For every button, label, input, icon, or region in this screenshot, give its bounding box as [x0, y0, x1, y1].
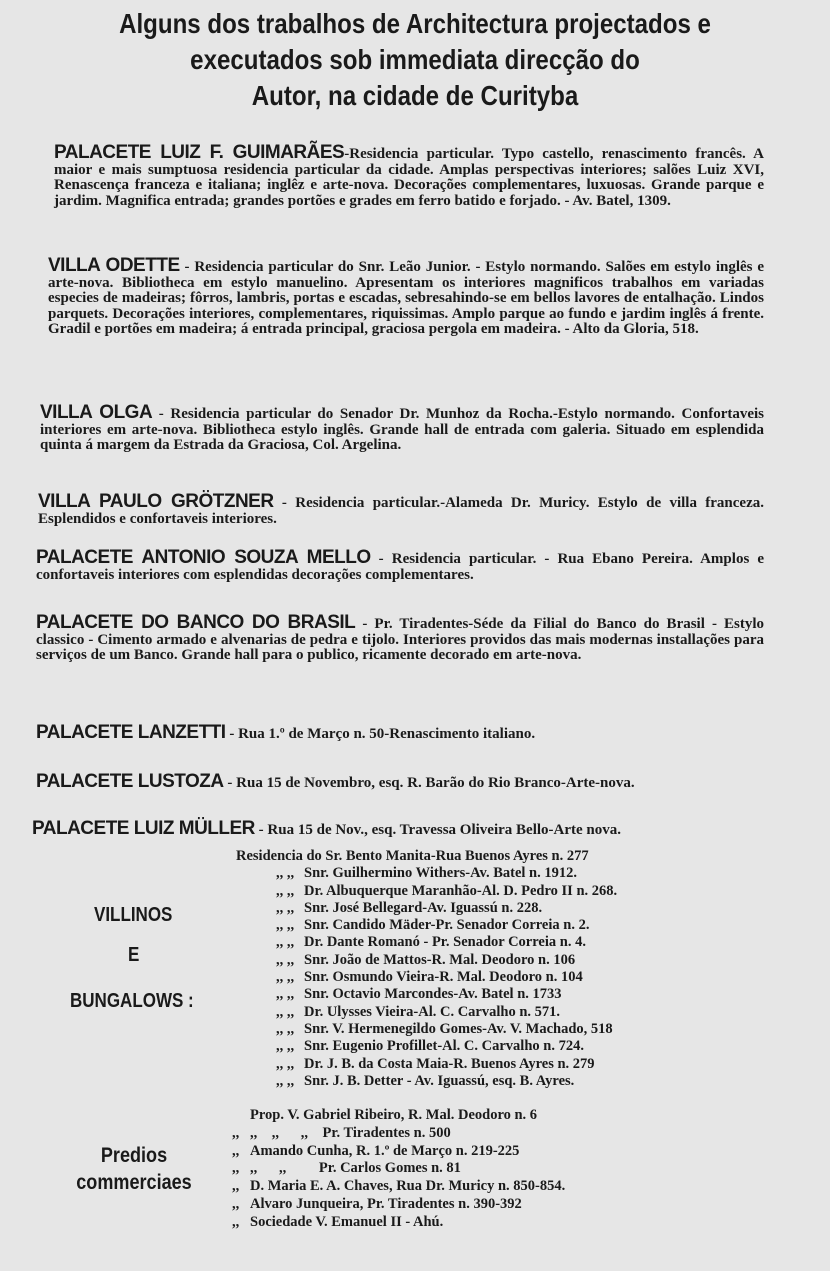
ditto-marks: ,, ,, — [276, 951, 295, 968]
entry-separator: - — [258, 822, 264, 838]
entry-separator: - — [281, 495, 287, 511]
entry-souza-mello — [36, 547, 764, 583]
entry-text: Rua 15 de Novembro, esq. R. Barão do Rio Branco-Arte-nova. — [236, 775, 635, 791]
list-item-text: Alvaro Junqueira, Pr. Tiradentes n. 390-392 — [250, 1195, 522, 1212]
entry-separator: - — [184, 259, 190, 275]
list-item — [232, 1125, 792, 1143]
list-item — [236, 1004, 796, 1021]
entry-name: PALACETE LUIZ F. GUIMARÃES — [54, 142, 345, 163]
list-item — [236, 900, 796, 917]
predios-label-line-1: Predios — [100, 1144, 168, 1167]
entry-name: PALACETE DO BANCO DO BRASIL — [36, 612, 356, 633]
list-item — [236, 865, 796, 882]
list-item — [232, 1107, 792, 1125]
predios-label — [74, 1142, 194, 1196]
list-item-text: Dr. Dante Romanó - Pr. Senador Correia n. 4. — [304, 934, 586, 951]
list-item-text: D. Maria E. A. Chaves, Rua Dr. Muricy n. 850-854. — [250, 1178, 566, 1195]
entry-separator: - — [344, 146, 350, 162]
entry-text: Rua 15 de Nov., esq. Travessa Oliveira Bello-Arte nova. — [267, 822, 622, 838]
predios-list — [232, 1107, 792, 1232]
page-title — [75, 6, 754, 114]
villinos-list — [236, 848, 796, 1090]
entry-name: PALACETE LUSTOZA — [36, 771, 224, 792]
list-item — [236, 1073, 796, 1090]
entry-banco-do-brasil — [36, 612, 765, 664]
ditto-marks: ,, — [232, 1160, 240, 1177]
list-item-text: Snr. João de Mattos-R. Mal. Deodoro n. 106 — [304, 951, 576, 968]
ditto-marks: ,, ,, — [276, 1038, 295, 1055]
entry-name: VILLA PAULO GRÖTZNER — [38, 491, 274, 512]
entry-name: VILLA OLGA — [40, 402, 153, 423]
list-item-text: Snr. Eugenio Profillet-Al. C. Carvalho n. 724. — [304, 1038, 584, 1055]
entry-text: Residencia particular. - Rua Ebano Pereira. Amplos e confortaveis interiores com esplendidas decorações complementares. — [36, 551, 764, 583]
list-item — [232, 1143, 792, 1161]
predios-label-line-2: commerciaes — [76, 1171, 192, 1194]
list-item-text: Dr. Ulysses Vieira-Al. C. Carvalho n. 571. — [304, 1003, 561, 1020]
list-item-text: Snr. J. B. Detter - Av. Iguassú, esq. B. Ayres. — [304, 1072, 575, 1089]
list-item: Residencia do Sr. Bento Manita-Rua Buenos Ayres n. 277 — [236, 848, 589, 864]
ditto-marks: ,, ,, — [276, 865, 295, 882]
entry-villa-grotzner — [38, 491, 764, 527]
list-item-text: Snr. V. Hermenegildo Gomes-Av. V. Machado, 518 — [304, 1020, 613, 1037]
list-item — [236, 883, 796, 900]
ditto-marks: ,, — [232, 1213, 240, 1230]
entry-name: PALACETE LUIZ MÜLLER — [32, 818, 255, 839]
entry-text: Pr. Tiradentes-Séde da Filial do Banco do Brasil - Estylo classico - Cimento armado e alvenarias de pedra e tijolo. Interiores providos das mais modernas installações para serviços de um Banco. Grande hall para o publico, ricamente decorado em arte-nova. — [36, 616, 765, 664]
entry-text: Residencia particular do Snr. Leão Junior. - Estylo normando. Salões em estylo inglês e arte-nova. Bibliotheca em estylo manuelino. Apresentam os interiores magnificos trabalhos em variadas especies de madeiras; fôrros, lambris, portas e escadas, sebresahindo-se em bellos lavores de entalhação. Lindos parquets. Decorações interiores, complementares, riquissimas. Amplo parque ao fundo e jardim inglês á frente. Gradil e portões em madeira; á entrada principal, graciosa pergola em madeira. - Alto da Gloria, 518. — [48, 259, 764, 338]
list-item — [232, 1196, 792, 1214]
ditto-marks: ,, — [232, 1195, 240, 1212]
bungalows-label: BUNGALOWS : — [70, 990, 194, 1012]
list-item — [232, 1214, 792, 1232]
villinos-label-e: E — [128, 944, 140, 966]
list-item — [236, 1038, 796, 1055]
list-item-text: Snr. Candido Mäder-Pr. Senador Correia n. 2. — [304, 917, 590, 934]
entry-villa-olga — [40, 402, 765, 454]
list-item — [236, 1056, 796, 1073]
list-item — [236, 952, 796, 969]
entry-lustoza — [36, 771, 635, 793]
entry-separator: - — [229, 726, 235, 742]
ditto-marks: ,, ,, — [276, 934, 295, 951]
list-item-text: ,, ,, Pr. Carlos Gomes n. 81 — [250, 1160, 461, 1177]
entry-name: PALACETE ANTONIO SOUZA MELLO — [36, 547, 371, 568]
list-item-text: Sociedade V. Emanuel II - Ahú. — [250, 1213, 444, 1230]
ditto-marks: ,, ,, — [276, 1072, 295, 1089]
entry-separator: - — [378, 551, 384, 567]
ditto-marks: ,, — [232, 1124, 240, 1141]
list-item — [232, 1160, 792, 1178]
ditto-marks: ,, — [232, 1178, 240, 1195]
list-item — [236, 934, 796, 951]
ditto-marks: ,, ,, — [276, 969, 295, 986]
list-item-text: Snr. Octavio Marcondes-Av. Batel n. 1733 — [304, 986, 562, 1003]
list-item — [236, 969, 796, 986]
entry-guimaraes — [54, 142, 764, 209]
list-item-text: Amando Cunha, R. 1.º de Março n. 219-225 — [250, 1142, 520, 1159]
entry-text: Rua 1.º de Março n. 50-Renascimento italiano. — [238, 726, 536, 742]
ditto-marks: ,, — [232, 1142, 240, 1159]
ditto-marks: ,, ,, — [276, 986, 295, 1003]
title-line-2: executados sob immediata direcção do — [190, 44, 640, 75]
list-item-text: Snr. Osmundo Vieira-R. Mal. Deodoro n. 104 — [304, 969, 583, 986]
ditto-marks: ,, ,, — [276, 1055, 295, 1072]
entry-lanzetti — [36, 722, 535, 744]
ditto-marks: ,, ,, — [276, 899, 295, 916]
list-item-text: Snr. Guilhermino Withers-Av. Batel n. 1912. — [304, 865, 577, 882]
title-line-1: Alguns dos trabalhos de Architectura projectados e — [119, 8, 711, 39]
list-item-text: Dr. Albuquerque Maranhão-Al. D. Pedro II n. 268. — [304, 882, 618, 899]
entry-separator: - — [227, 775, 233, 791]
entry-text: Residencia particular.-Alameda Dr. Muricy. Estylo de villa franceza. Esplendidos e confortaveis interiores. — [38, 495, 764, 527]
list-item — [232, 1178, 792, 1196]
entry-separator: - — [362, 616, 368, 632]
villinos-label: VILLINOS — [94, 904, 173, 926]
ditto-marks: ,, ,, — [276, 1020, 295, 1037]
list-item-text: ,, ,, ,, Pr. Tiradentes n. 500 — [250, 1124, 451, 1141]
list-item-text: Snr. José Bellegard-Av. Iguassú n. 228. — [304, 899, 543, 916]
title-line-3: Autor, na cidade de Curityba — [251, 80, 579, 111]
ditto-marks: ,, ,, — [276, 882, 295, 899]
entry-name: VILLA ODETTE — [48, 255, 180, 276]
list-item-text: Dr. J. B. da Costa Maia-R. Buenos Ayres n. 279 — [304, 1055, 595, 1072]
list-item — [236, 986, 796, 1003]
entry-luiz-muller — [32, 818, 621, 840]
ditto-marks: ,, ,, — [276, 1003, 295, 1020]
ditto-marks: ,, ,, — [276, 917, 295, 934]
entry-text: Residencia particular do Senador Dr. Munhoz da Rocha.-Estylo normando. Confortaveis interiores em arte-nova. Bibliotheca estylo inglês. Grande hall de entrada com galeria. Situado em esplendida quinta á margem da Estrada da Graciosa, Col. Argelina. — [40, 406, 765, 454]
entry-name: PALACETE LANZETTI — [36, 722, 226, 743]
list-item-text: Prop. V. Gabriel Ribeiro, R. Mal. Deodoro n. 6 — [250, 1107, 538, 1123]
entry-text: Residencia particular. Typo castello, renascimento francês. A maior e mais sumptuosa residencia particular da cidade. Amplas perspectivas interiores; salões Luiz XVI, Renascença franceza e italiana; inglêz e arte-nova. Decorações complementares, luxuosas. Grande parque e jardim. Magnifica entrada; grandes portões e grades em ferro batido e forjado. - Av. Batel, 1309. — [54, 146, 764, 209]
list-item — [236, 1021, 796, 1038]
list-item — [236, 917, 796, 934]
entry-separator: - — [158, 406, 164, 422]
entry-villa-odette — [48, 255, 764, 338]
